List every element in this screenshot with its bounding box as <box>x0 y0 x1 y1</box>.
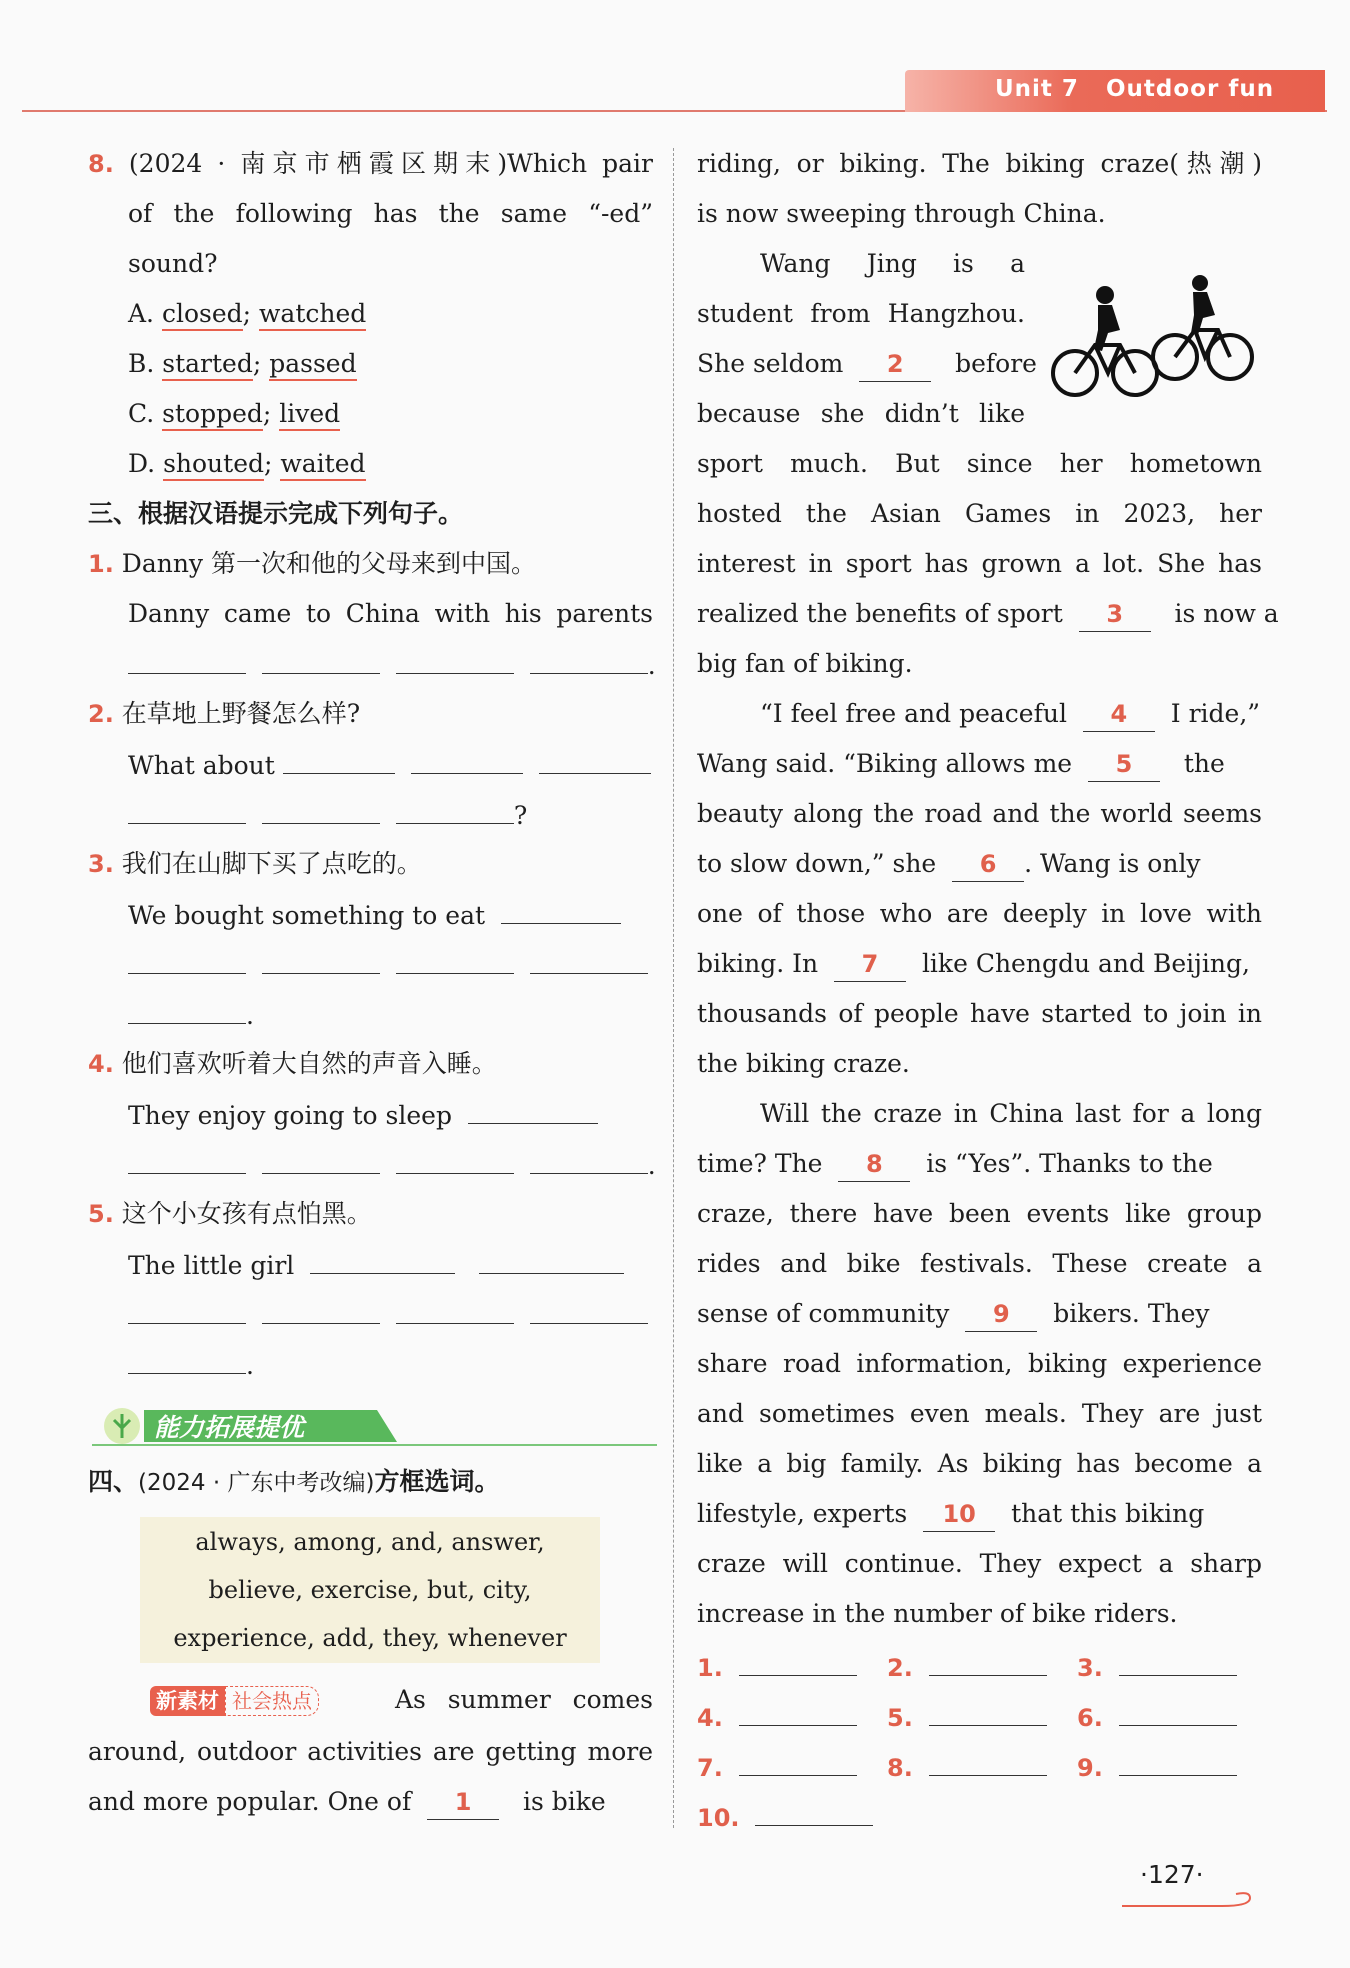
item-cn: 这个小女孩有点怕黑。 <box>121 1199 372 1228</box>
q8-option-b[interactable]: B. started; passed <box>128 339 357 389</box>
cyclists-icon <box>1050 275 1255 405</box>
passage-blank[interactable]: 6 <box>952 847 1024 882</box>
passage-right-line: craze, there have been events like group <box>697 1199 1262 1228</box>
answer-blank[interactable] <box>262 1139 380 1174</box>
q8-stem-line2: of the following has the same “-ed” <box>128 199 653 228</box>
s3-item4-cn <box>88 1039 497 1089</box>
answer-blank[interactable] <box>1119 1641 1237 1676</box>
answer-blank[interactable] <box>479 1239 624 1274</box>
answer-slot-7[interactable] <box>697 1741 857 1791</box>
answer-slot-1[interactable] <box>697 1641 857 1691</box>
item-number: 4. <box>88 1050 114 1078</box>
option-word: waited <box>280 449 365 481</box>
answer-number: 5. <box>887 1704 913 1732</box>
passage-right-line: riding, or biking. The biking craze(热潮) <box>697 149 1262 178</box>
passage-right-line: Will the craze in China last for a long <box>760 1099 1262 1128</box>
passage-right-line[interactable] <box>697 589 1279 639</box>
word-box-line: always, among, and, answer, <box>195 1528 545 1556</box>
option-word: watched <box>259 299 366 331</box>
answer-blank[interactable] <box>262 639 380 674</box>
answer-slot-6[interactable] <box>1077 1691 1237 1741</box>
passage-right-line: sport much. But since her hometown <box>697 449 1262 478</box>
passage-right-line[interactable] <box>697 739 1225 789</box>
passage-text: is now a <box>1174 599 1279 628</box>
s3-item2-cn <box>88 689 360 739</box>
passage-right-line: student from Hangzhou. <box>697 299 1025 328</box>
q8-stem1: (2024 · 南京市栖霞区期末)Which pair <box>128 149 653 178</box>
s3-item5-en[interactable] <box>128 1239 624 1289</box>
answer-blank[interactable] <box>501 889 621 924</box>
answer-blank[interactable] <box>929 1691 1047 1726</box>
word-box <box>140 1517 600 1663</box>
item-cn: Danny 第一次和他的父母来到中国。 <box>121 549 537 578</box>
passage-right-line: thousands of people have started to join in <box>697 999 1262 1028</box>
passage-text: to slow down,” she <box>697 849 937 878</box>
q8-option-c[interactable]: C. stopped; lived <box>128 389 340 439</box>
answer-number: 1. <box>697 1654 723 1682</box>
answer-blank[interactable] <box>128 639 246 674</box>
answer-blank[interactable] <box>411 739 523 774</box>
page-arrow-icon <box>1122 1888 1257 1912</box>
passage-right-line[interactable] <box>697 1489 1204 1539</box>
passage-left-line2: around, outdoor activities are getting more <box>88 1737 653 1766</box>
item-number: 3. <box>88 850 114 878</box>
answer-blank[interactable] <box>530 939 648 974</box>
s3-item3-cn <box>88 839 422 889</box>
option-word: shouted <box>163 449 264 481</box>
answer-blank[interactable] <box>262 789 380 824</box>
answer-slot-4[interactable] <box>697 1691 857 1741</box>
passage-text: bikers. They <box>1053 1299 1210 1328</box>
passage-right-line: rides and bike festivals. These create a <box>697 1249 1262 1278</box>
s3-item1-cn <box>88 539 536 589</box>
option-word: lived <box>279 399 340 431</box>
answer-number: 9. <box>1077 1754 1103 1782</box>
q8-stem-line1 <box>88 139 653 189</box>
option-word: closed <box>162 299 243 331</box>
passage-text: sense of community <box>697 1299 950 1328</box>
answer-blank[interactable] <box>310 1239 455 1274</box>
passage-text: that this biking <box>1011 1499 1205 1528</box>
answer-number: 6. <box>1077 1704 1103 1732</box>
answer-blank[interactable] <box>396 939 514 974</box>
q8-option-a[interactable]: A. closed; watched <box>128 289 366 339</box>
passage-right-line: like a big family. As biking has become a <box>697 1449 1262 1478</box>
unit-title: Outdoor fun <box>1105 76 1275 102</box>
item-en: They enjoy going to sleep <box>128 1101 452 1130</box>
answer-blank[interactable] <box>530 639 648 674</box>
q8-option-d[interactable]: D. shouted; waited <box>128 439 366 489</box>
passage-text: is bike <box>522 1787 606 1816</box>
answer-blank[interactable] <box>262 1289 380 1324</box>
passage-right-line: craze will continue. They expect a sharp <box>697 1549 1262 1578</box>
section4-title <box>88 1457 499 1507</box>
s3-item3-en[interactable] <box>128 889 621 939</box>
passage-left-line1 <box>150 1675 319 1725</box>
s3-item4-en[interactable] <box>128 1089 598 1139</box>
passage-text: I ride,” <box>1170 699 1261 728</box>
answer-blank[interactable] <box>929 1741 1047 1776</box>
banner-title: 能力拓展提优 <box>154 1413 305 1442</box>
answer-blank[interactable] <box>128 789 246 824</box>
passage-right-line: because she didn’t like <box>697 399 1025 428</box>
answer-number: 7. <box>697 1754 723 1782</box>
item-number: 2. <box>88 700 114 728</box>
passage-right-line: and sometimes even meals. They are just <box>697 1399 1262 1428</box>
s4-instruction: 方框选词。 <box>374 1467 500 1496</box>
passage-text: like Chengdu and Beijing, <box>921 949 1250 978</box>
passage-text: the <box>1183 749 1225 778</box>
passage-text: time? The <box>697 1149 823 1178</box>
answer-number: 3. <box>1077 1654 1103 1682</box>
answer-blank[interactable] <box>755 1791 873 1826</box>
answer-blank[interactable] <box>739 1741 857 1776</box>
answer-slot-8[interactable] <box>887 1741 1047 1791</box>
passage-right-line: one of those who are deeply in love with <box>697 899 1262 928</box>
answer-blank[interactable] <box>128 939 246 974</box>
hot-topic-tag: 社会热点 <box>225 1686 319 1716</box>
answer-blank[interactable] <box>128 989 246 1024</box>
answer-blank[interactable] <box>739 1691 857 1726</box>
s3-item3-blanks2[interactable]: . <box>128 989 254 1039</box>
passage-left-line3[interactable] <box>88 1777 606 1827</box>
passage-text: and more popular. One of <box>88 1787 412 1816</box>
s3-item2-en[interactable] <box>128 739 651 789</box>
word-box-line: experience, add, they, whenever <box>173 1624 567 1652</box>
answer-number: 2. <box>887 1654 913 1682</box>
q8-stem-line3: sound? <box>128 249 218 278</box>
answer-number: 4. <box>697 1704 723 1732</box>
passage-right-line: Wang Jing is a <box>760 249 1025 278</box>
passage-right-line[interactable] <box>697 839 1201 889</box>
s3-item5-cn <box>88 1189 372 1239</box>
passage-right-line: beauty along the road and the world seems <box>697 799 1262 828</box>
s3-item5-blanks2[interactable]: . <box>128 1339 254 1389</box>
answer-number: 8. <box>887 1754 913 1782</box>
answer-blank[interactable] <box>739 1641 857 1676</box>
answer-blank[interactable] <box>396 1289 514 1324</box>
option-word: passed <box>269 349 356 381</box>
item-en: What about <box>128 751 275 780</box>
passage-blank[interactable]: 8 <box>838 1147 910 1182</box>
answer-blank[interactable] <box>396 789 514 824</box>
passage-text: Wang said. “Biking allows me <box>697 749 1073 778</box>
item-number: 1. <box>88 550 114 578</box>
answer-blank[interactable] <box>1119 1741 1237 1776</box>
passage-right-line: hosted the Asian Games in 2023, her <box>697 499 1262 528</box>
answer-blank[interactable] <box>283 739 395 774</box>
passage-right-line[interactable] <box>760 689 1260 739</box>
passage-text: before <box>955 349 1037 378</box>
item-cn: 我们在山脚下买了点吃的。 <box>121 849 422 878</box>
s4-source: (2024 · 广东中考改编) <box>138 1470 375 1496</box>
passage-text: lifestyle, experts <box>697 1499 908 1528</box>
passage-blank[interactable]: 7 <box>834 947 906 982</box>
passage-blank[interactable]: 1 <box>427 1785 499 1820</box>
option-label: C. <box>128 399 155 428</box>
passage-right-line: increase in the number of bike riders. <box>697 1599 1178 1628</box>
passage-blank[interactable]: 10 <box>923 1497 995 1532</box>
new-material-tag: 新素材 <box>150 1686 225 1716</box>
q8-number: 8. <box>88 150 114 178</box>
answer-blank[interactable] <box>468 1089 598 1124</box>
item-cn: 他们喜欢听着大自然的声音入睡。 <box>121 1049 497 1078</box>
passage-right-line: share road information, biking experience <box>697 1349 1262 1378</box>
option-label: D. <box>128 449 156 478</box>
item-cn: 在草地上野餐怎么样? <box>121 699 361 728</box>
passage-right-line[interactable] <box>697 939 1250 989</box>
passage-blank[interactable]: 9 <box>965 1297 1037 1332</box>
passage-right-line: is now sweeping through China. <box>697 199 1106 228</box>
answer-blank[interactable] <box>539 739 651 774</box>
passage-text: “I feel free and peaceful <box>760 699 1067 728</box>
answer-slot-3[interactable] <box>1077 1641 1237 1691</box>
option-word: stopped <box>162 399 263 431</box>
s3-item1-en: Danny came to China with his parents <box>128 599 653 628</box>
s3-item3-blanks[interactable] <box>128 939 648 989</box>
passage-blank[interactable]: 2 <box>859 347 931 382</box>
passage-right-line: interest in sport has grown a lot. She has <box>697 549 1262 578</box>
passage-blank[interactable]: 4 <box>1083 697 1155 732</box>
answer-blank[interactable] <box>929 1641 1047 1676</box>
passage-right-line[interactable] <box>697 339 1037 389</box>
passage-text: is “Yes”. Thanks to the <box>926 1149 1213 1178</box>
passage-right-line[interactable] <box>697 1289 1210 1339</box>
answer-blank[interactable] <box>128 1289 246 1324</box>
s3-item1-blanks[interactable]: . <box>128 639 656 689</box>
ability-banner <box>92 1406 402 1446</box>
answer-blank[interactable] <box>530 1289 648 1324</box>
section3-title: 三、根据汉语提示完成下列句子。 <box>88 499 464 528</box>
word-box-line: believe, exercise, but, city, <box>208 1576 532 1604</box>
answer-blank[interactable] <box>128 1339 246 1374</box>
passage-text: biking. In <box>697 949 819 978</box>
passage-text: realized the benefits of sport <box>697 599 1063 628</box>
answer-slot-5[interactable] <box>887 1691 1047 1741</box>
item-number: 5. <box>88 1200 114 1228</box>
passage-right-line: the biking craze. <box>697 1049 910 1078</box>
passage-right-line[interactable] <box>697 1139 1213 1189</box>
passage-text: . Wang is only <box>1024 849 1201 878</box>
answer-number: 10. <box>697 1804 740 1832</box>
s3-item5-blanks[interactable] <box>128 1289 648 1339</box>
answer-blank[interactable] <box>262 939 380 974</box>
passage-right-line: big fan of biking. <box>697 649 913 678</box>
answer-blank[interactable] <box>396 639 514 674</box>
unit-label: Unit 7 <box>995 76 1079 102</box>
option-label: B. <box>128 349 155 378</box>
page-number-text: ·127· <box>1140 1860 1204 1889</box>
unit-header <box>995 76 1274 102</box>
answer-slot-2[interactable] <box>887 1641 1047 1691</box>
option-word: started <box>162 349 253 381</box>
s3-item4-blanks[interactable]: . <box>128 1139 656 1189</box>
item-en: The little girl <box>128 1251 295 1280</box>
column-divider <box>673 148 674 1828</box>
page-number <box>1140 1860 1204 1889</box>
answer-blank[interactable] <box>530 1139 648 1174</box>
s3-item2-blanks[interactable]: ? <box>128 789 527 839</box>
answer-blank[interactable] <box>1119 1691 1237 1726</box>
s4-num: 四、 <box>88 1467 139 1496</box>
item-en: We bought something to eat <box>128 901 486 930</box>
passage-blank[interactable]: 5 <box>1088 747 1160 782</box>
passage-text: She seldom <box>697 349 844 378</box>
answer-slot-9[interactable] <box>1077 1741 1237 1791</box>
answer-slot-10[interactable] <box>697 1791 873 1841</box>
option-label: A. <box>128 299 155 328</box>
answer-blank[interactable] <box>128 1139 246 1174</box>
passage-blank[interactable]: 3 <box>1079 597 1151 632</box>
answer-blank[interactable] <box>396 1139 514 1174</box>
passage-left-text1: As summer comes <box>395 1685 653 1714</box>
